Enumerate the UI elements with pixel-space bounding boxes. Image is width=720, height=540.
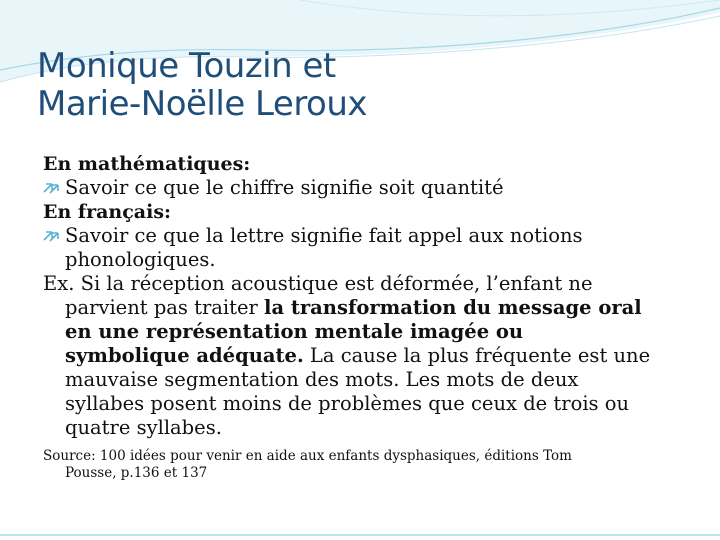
bullet-item-francais xyxy=(43,224,693,248)
example-bold-line: en une représentation mentale imagée ou xyxy=(65,320,524,343)
heading-francais: En français: xyxy=(43,201,172,223)
example-bold-text: symbolique adéquate. xyxy=(65,344,304,367)
bullet-text: Savoir ce que le chiffre signifie soit quantité xyxy=(65,176,504,199)
source-citation xyxy=(43,448,693,482)
example-text: La cause la plus fréquente est une xyxy=(303,344,651,367)
footer-divider xyxy=(0,534,720,536)
bullet-item-math xyxy=(43,176,693,200)
bullet-text: Savoir ce que la lettre signifie fait appel aux notions xyxy=(65,224,583,247)
source-line: Pousse, p.136 et 137 xyxy=(65,465,208,481)
example-line xyxy=(43,296,693,320)
slide-title xyxy=(37,47,677,123)
example-line: quatre syllabes. xyxy=(65,416,222,439)
arrow-bullet-icon xyxy=(43,182,61,194)
slide-body xyxy=(43,152,693,482)
example-text: parvient pas traiter xyxy=(65,296,265,319)
example-line xyxy=(43,344,693,368)
title-line: Monique Touzin et xyxy=(37,46,336,86)
heading-math: En mathématiques: xyxy=(43,153,251,175)
source-line: Source: 100 idées pour venir en aide aux enfants dysphasiques, éditions Tom xyxy=(43,448,572,464)
example-line: mauvaise segmentation des mots. Les mots de deux xyxy=(65,368,579,391)
title-line: Marie-Noëlle Leroux xyxy=(37,84,368,124)
bullet-text-continued: phonologiques. xyxy=(65,248,216,271)
example-bold-text: la transformation du message oral xyxy=(264,296,642,319)
example-line: Ex. Si la réception acoustique est déformée, l’enfant ne xyxy=(43,272,593,295)
arrow-bullet-icon xyxy=(43,230,61,242)
example-line: syllabes posent moins de problèmes que ceux de trois ou xyxy=(65,392,630,415)
